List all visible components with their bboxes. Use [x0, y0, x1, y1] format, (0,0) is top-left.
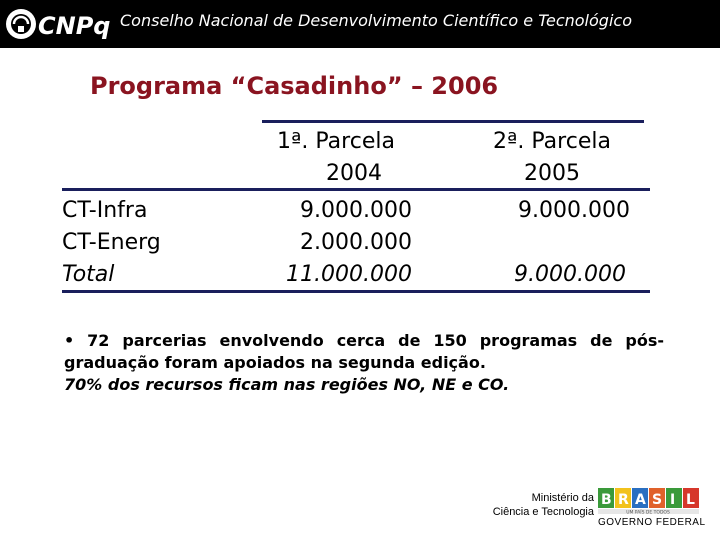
total-label: Total: [62, 262, 115, 287]
table-top-rule: [62, 188, 650, 191]
row-value-ct-infra-2004: 9.000.000: [300, 198, 412, 223]
header-title: Conselho Nacional de Desenvolvimento Científico e Tecnológico: [120, 11, 632, 30]
brasil-logo: [598, 486, 700, 514]
svg-text:B: B: [601, 492, 612, 508]
col2-header-line2: 2005: [524, 161, 580, 186]
col2-header-line1: 2ª. Parcela: [493, 129, 611, 154]
svg-text:S: S: [652, 492, 663, 508]
svg-text:CNPq: CNPq: [38, 12, 111, 40]
ministry-label: [458, 491, 594, 519]
government-label: GOVERNO FEDERAL: [598, 517, 706, 528]
header-rule: [262, 120, 644, 123]
total-value-2004: 11.000.000: [286, 262, 412, 287]
svg-text:A: A: [635, 492, 646, 508]
body-text: [64, 330, 664, 396]
col1-header-line2: 2004: [326, 161, 382, 186]
row-label-ct-infra: CT-Infra: [62, 198, 148, 223]
svg-text:UM PAÍS DE TODOS: UM PAÍS DE TODOS: [626, 510, 670, 514]
svg-text:R: R: [618, 492, 629, 508]
svg-text:L: L: [686, 492, 695, 508]
ministry-line2: Ciência e Tecnologia: [492, 506, 594, 518]
table-bottom-rule: [62, 290, 650, 293]
slide-title: Programa “Casadinho” – 2006: [90, 72, 499, 100]
ministry-line1: Ministério da: [531, 492, 594, 504]
total-value-2005: 9.000.000: [514, 262, 626, 287]
resources-paragraph: 70% dos recursos ficam nas regiões NO, NE e CO.: [64, 375, 510, 394]
col1-header-line1: 1ª. Parcela: [277, 129, 395, 154]
row-value-ct-infra-2005: 9.000.000: [518, 198, 630, 223]
header-bar: [0, 0, 720, 48]
bullet-paragraph: • 72 parcerias envolvendo cerca de 150 programas de pós-graduação foram apoiados na segunda edição.: [64, 331, 664, 372]
row-value-ct-energ-2004: 2.000.000: [300, 230, 412, 255]
row-label-ct-energ: CT-Energ: [62, 230, 161, 255]
svg-text:I: I: [670, 492, 676, 508]
cnpq-logo: [4, 6, 112, 42]
